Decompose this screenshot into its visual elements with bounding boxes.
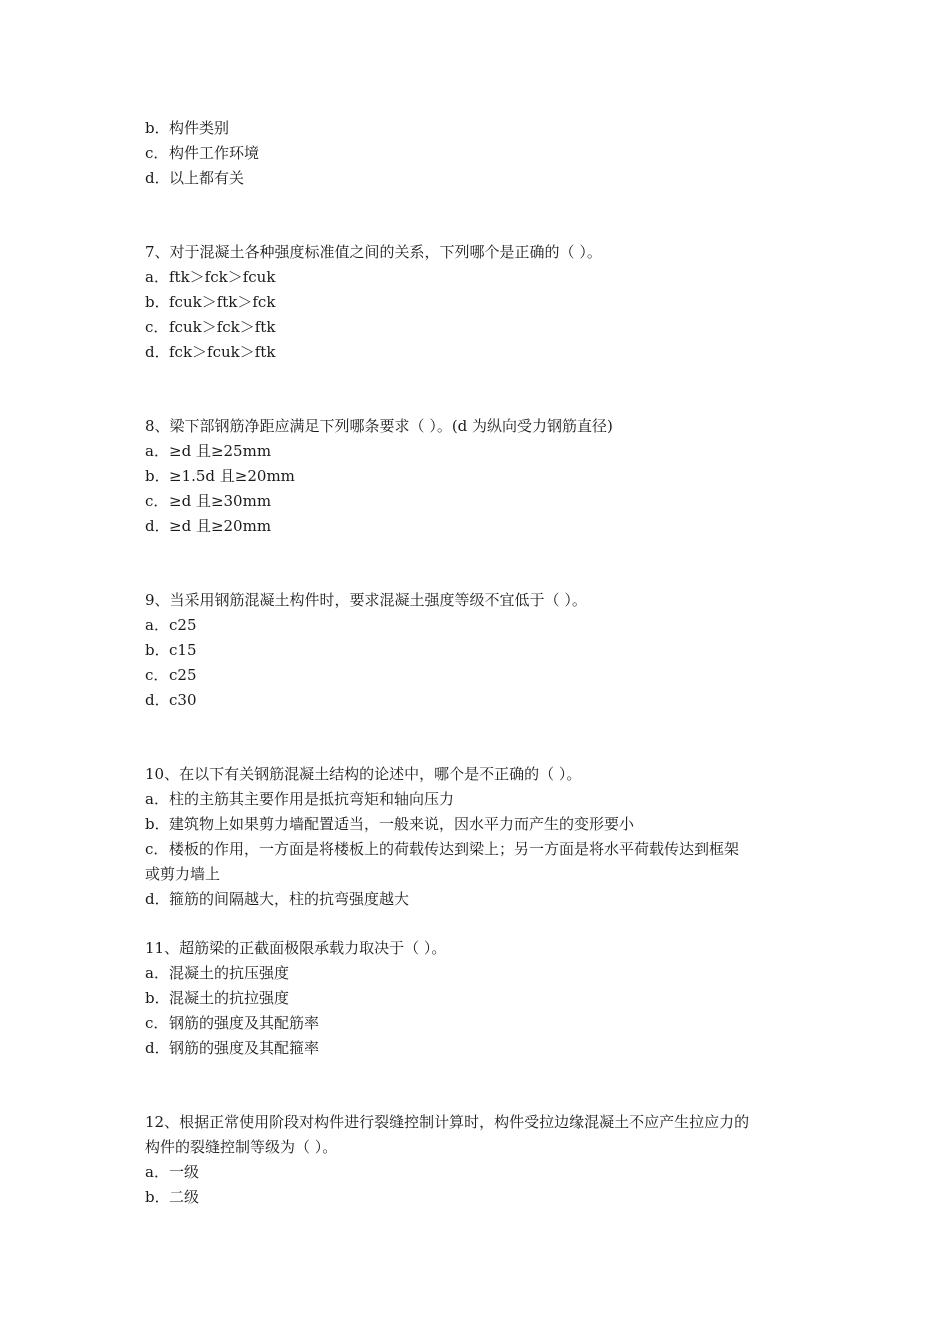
option-letter: c．	[145, 840, 169, 858]
option-text: c15	[169, 641, 197, 659]
option-text: ≥d 且≥20mm	[169, 517, 272, 535]
option-text: c30	[169, 691, 197, 709]
option-text: 建筑物上如果剪力墙配置适当，一般来说，因水平力而产生的变形要小	[169, 815, 635, 833]
option-item	[145, 514, 815, 539]
option-text: ftk＞fck＞fcuk	[169, 268, 276, 286]
option-text: 柱的主筋其主要作用是抵抗弯矩和轴向压力	[169, 790, 455, 808]
spacer	[145, 365, 815, 414]
option-text: ≥1.5d 且≥20mm	[169, 467, 295, 485]
option-text: 钢筋的强度及其配筋率	[169, 1014, 320, 1032]
option-item	[145, 638, 815, 663]
option-letter: b．	[145, 467, 170, 485]
option-letter: d．	[145, 1039, 170, 1057]
spacer	[145, 191, 815, 240]
question-stem: 11、超筋梁的正截面极限承载力取决于（ ）。	[145, 939, 447, 957]
option-letter: a．	[145, 442, 169, 460]
option-text: 以上都有关	[169, 169, 245, 187]
option-letter: d．	[145, 343, 170, 361]
spacer	[145, 912, 815, 936]
option-text: ≥d 且≥25mm	[169, 442, 272, 460]
option-letter: c．	[145, 492, 169, 510]
option-item	[145, 439, 815, 464]
question-stem: 7、对于混凝土各种强度标准值之间的关系，下列哪个是正确的（ ）。	[145, 243, 602, 261]
option-letter: c．	[145, 144, 169, 162]
option-item	[145, 1185, 815, 1210]
option-item	[145, 265, 815, 290]
option-item	[145, 1036, 815, 1061]
option-text: 箍筋的间隔越大，柱的抗弯强度越大	[169, 890, 410, 908]
spacer	[145, 1061, 815, 1110]
option-letter: a．	[145, 964, 169, 982]
option-item	[145, 837, 815, 862]
option-letter: b．	[145, 293, 170, 311]
option-letter: c．	[145, 1014, 169, 1032]
spacer	[145, 539, 815, 588]
option-text: 一级	[169, 1163, 200, 1181]
option-letter: a．	[145, 1163, 169, 1181]
option-letter: d．	[145, 890, 170, 908]
option-item	[145, 116, 815, 141]
option-item	[145, 315, 815, 340]
option-text: fcuk＞ftk＞fck	[169, 293, 276, 311]
option-item	[145, 613, 815, 638]
question-stem: 10、在以下有关钢筋混凝土结构的论述中，哪个是不正确的（ ）。	[145, 765, 582, 783]
option-item	[145, 787, 815, 812]
option-item	[145, 1011, 815, 1036]
option-text: c25	[169, 666, 197, 684]
question-stem: 8、梁下部钢筋净距应满足下列哪条要求（ ）。(d 为纵向受力钢筋直径)	[145, 417, 613, 435]
option-letter: a．	[145, 268, 169, 286]
option-letter: a．	[145, 790, 169, 808]
option-text: 二级	[169, 1188, 200, 1206]
question-stem-continuation: 构件的裂缝控制等级为（ ）。	[145, 1138, 338, 1156]
option-item	[145, 688, 815, 713]
question-stem: 12、根据正常使用阶段对构件进行裂缝控制计算时，构件受拉边缘混凝土不应产生拉应力的	[145, 1113, 750, 1131]
question-list	[145, 116, 815, 1210]
option-letter: d．	[145, 169, 170, 187]
option-item	[145, 961, 815, 986]
spacer	[145, 713, 815, 762]
option-continuation	[145, 862, 815, 887]
option-text: c25	[169, 616, 197, 634]
option-item	[145, 986, 815, 1011]
option-letter: a．	[145, 616, 169, 634]
option-item	[145, 887, 815, 912]
option-text: 楼板的作用，一方面是将楼板上的荷载传达到梁上；另一方面是将水平荷载传达到框架	[169, 840, 740, 858]
option-text: 混凝土的抗压强度	[169, 964, 290, 982]
option-item	[145, 340, 815, 365]
option-item	[145, 290, 815, 315]
option-item	[145, 812, 815, 837]
option-letter: b．	[145, 1188, 170, 1206]
option-item	[145, 141, 815, 166]
option-text: 构件类别	[169, 119, 230, 137]
option-letter: b．	[145, 641, 170, 659]
option-text: 钢筋的强度及其配箍率	[169, 1039, 320, 1057]
option-letter: b．	[145, 989, 170, 1007]
option-text: fcuk＞fck＞ftk	[169, 318, 276, 336]
option-item	[145, 1160, 815, 1185]
option-item	[145, 464, 815, 489]
option-text: 构件工作环境	[169, 144, 260, 162]
option-text: fck＞fcuk＞ftk	[169, 343, 276, 361]
option-item	[145, 489, 815, 514]
option-item	[145, 166, 815, 191]
option-letter: b．	[145, 119, 170, 137]
option-letter: d．	[145, 691, 170, 709]
option-item	[145, 663, 815, 688]
option-letter: c．	[145, 666, 169, 684]
option-letter: c．	[145, 318, 169, 336]
question-stem: 9、当采用钢筋混凝土构件时，要求混凝土强度等级不宜低于（ ）。	[145, 591, 587, 609]
option-letter: d．	[145, 517, 170, 535]
option-text: 混凝土的抗拉强度	[169, 989, 290, 1007]
option-letter: b．	[145, 815, 170, 833]
option-text: ≥d 且≥30mm	[169, 492, 272, 510]
option-text: 或剪力墙上	[145, 865, 221, 883]
